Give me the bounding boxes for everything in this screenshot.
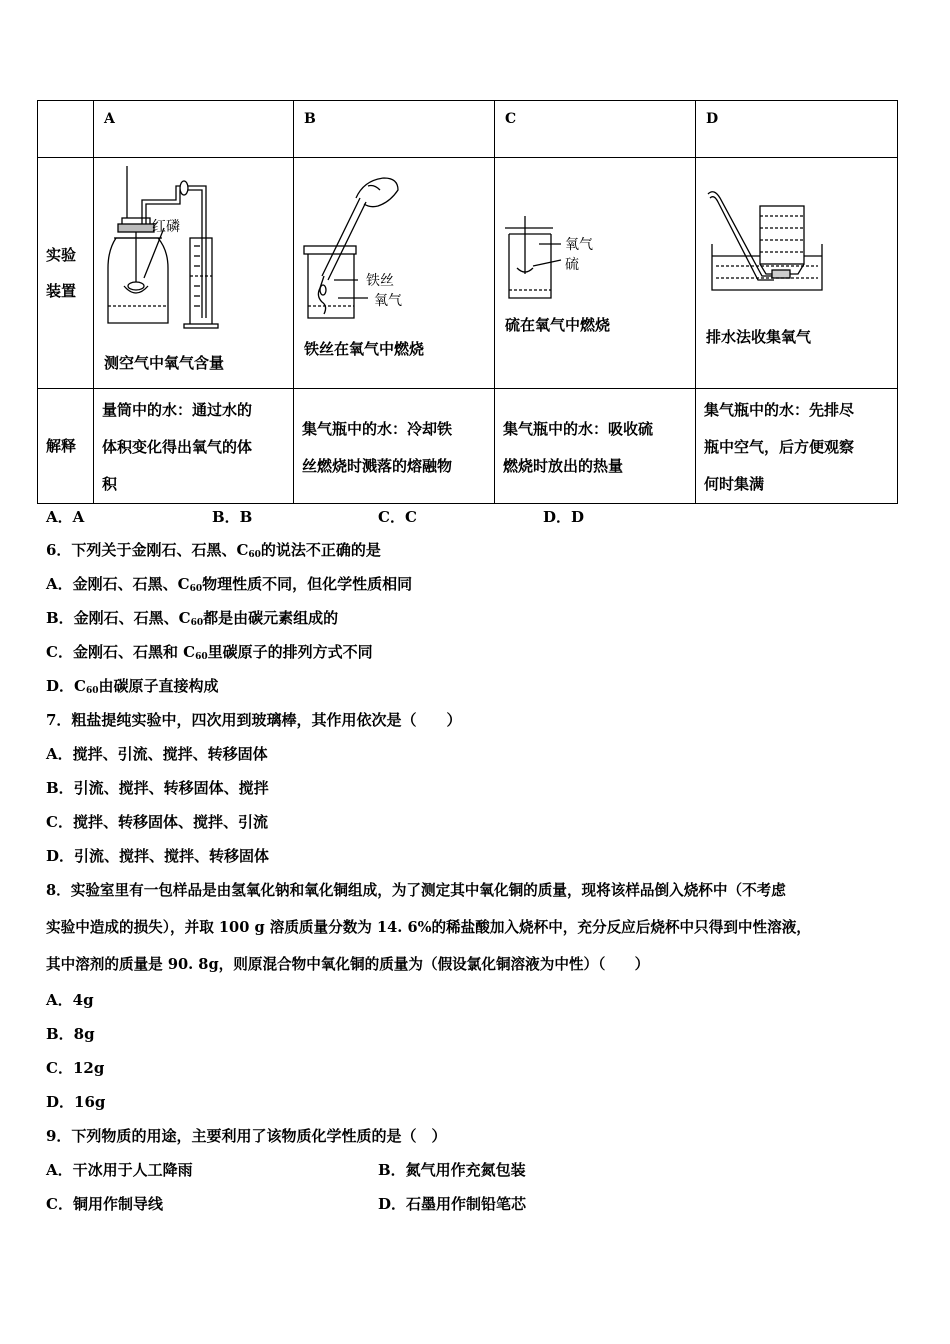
q6-stem-sub: 60: [248, 550, 261, 560]
q7-option-d: D．引流、搅拌、搅拌、转移固体: [46, 847, 270, 865]
header-a: A: [94, 101, 294, 158]
explanation-d-line1: 集气瓶中的水：先排尽: [704, 401, 855, 419]
q5-option-b: B．B: [212, 508, 253, 526]
q8-option-d: D．16g: [46, 1093, 106, 1111]
explanation-row: [38, 389, 898, 504]
explanation-a-line2: 体积变化得出氧气的体: [102, 438, 253, 456]
apparatus-row: [38, 158, 898, 389]
caption-b: 铁丝在氧气中燃烧: [304, 340, 425, 358]
apparatus-d-figure: [696, 158, 898, 389]
row-label-explanation: 解释: [38, 389, 94, 504]
explanation-a-line1: 量筒中的水：通过水的: [102, 401, 253, 419]
explanation-d-line3: 何时集满: [704, 475, 765, 493]
header-empty-cell: [38, 101, 94, 158]
q6-d-pre: D．C: [46, 677, 86, 695]
q6-option-b: [46, 607, 338, 628]
q5-option-d: D．D: [543, 508, 585, 526]
q7-stem: 7．粗盐提纯实验中，四次用到玻璃棒，其作用依次是（ ）: [46, 711, 462, 729]
q6-stem: [46, 539, 381, 560]
q6-a-post: 物理性质不同，但化学性质相同: [202, 575, 413, 593]
apparatus-d-cell: [696, 158, 898, 389]
explanation-b-line2: 丝燃烧时溅落的熔融物: [302, 456, 453, 475]
q6-stem-post: 的说法不正确的是: [260, 541, 381, 559]
table-header-row: [38, 101, 898, 158]
explanation-d: [696, 389, 898, 504]
q9-stem: 9．下列物质的用途，主要利用了该物质化学性质的是（ ）: [46, 1127, 447, 1145]
explanation-c-line2: 燃烧时放出的热量: [503, 456, 624, 475]
caption-a: 测空气中氧气含量: [104, 354, 225, 372]
apparatus-c-cell: [495, 158, 696, 389]
q6-c-pre: C．金刚石、石黑和 C: [46, 643, 196, 661]
q7-option-b: B．引流、搅拌、转移固体、搅拌: [46, 779, 269, 797]
explanation-b-line1: 集气瓶中的水：冷却铁: [302, 419, 453, 438]
q7-option-a: A．搅拌、引流、搅拌、转移固体: [46, 745, 268, 763]
q6-b-sub: 60: [190, 618, 204, 628]
q6-d-post: 由碳原子直接构成: [98, 677, 219, 695]
label-oxygen-c: 氧气: [565, 237, 593, 253]
row-label-apparatus-line2: 装置: [46, 282, 77, 300]
q5-option-c: C．C: [378, 508, 417, 526]
caption-c: 硫在氧气中燃烧: [505, 316, 611, 334]
caption-d: 排水法收集氧气: [706, 328, 812, 346]
label-red-phosphorus: 红磷: [152, 219, 180, 235]
row-label-apparatus: [38, 158, 94, 389]
label-oxygen-b: 氧气: [374, 293, 402, 309]
experiment-table: [37, 100, 898, 504]
q6-d-sub: 60: [85, 686, 99, 696]
q6-stem-pre: 6．下列关于金刚石、石黑、C: [46, 541, 249, 559]
explanation-a-line3: 积: [102, 475, 118, 493]
q8-stem-line3: 其中溶剂的质量是 90. 8g，则原混合物中氧化铜的质量为（假设氯化铜溶液为中性）（ ）: [46, 956, 650, 973]
q7-option-c: C．搅拌、转移固体、搅拌、引流: [46, 813, 268, 831]
explanation-c: [495, 389, 696, 504]
explanation-b: [294, 389, 495, 504]
q6-c-post: 里碳原子的排列方式不同: [207, 643, 373, 661]
explanation-d-line2: 瓶中空气，后方便观察: [704, 438, 855, 456]
apparatus-c-figure: [495, 158, 696, 389]
apparatus-a-cell: [94, 158, 294, 389]
q9-option-a: A．干冰用于人工降雨: [46, 1161, 193, 1179]
q8-option-a: A．4g: [46, 991, 94, 1009]
q8-stem-line1: 8．实验室里有一包样品是由氢氧化钠和氧化铜组成，为了测定其中氧化铜的质量，现将该样品倒入烧杯中（不考虑: [46, 882, 786, 899]
q8-option-b: B．8g: [46, 1025, 95, 1043]
label-iron-wire: 铁丝: [366, 273, 394, 289]
q5-option-a: A．A: [46, 508, 85, 526]
q9-option-c: C．铜用作制导线: [46, 1195, 163, 1213]
q6-a-pre: A．金刚石、石黑、C: [46, 575, 190, 593]
q6-b-pre: B．金刚石、石黑、C: [46, 609, 191, 627]
q6-option-d: [46, 675, 219, 696]
header-c: C: [495, 101, 696, 158]
q6-option-c: [46, 641, 373, 662]
row-label-apparatus-line1: 实验: [46, 246, 77, 264]
q8-stem-line2: 实验中造成的损失），并取 100 g 溶质质量分数为 14. 6%的稀盐酸加入烧杯中，充分反应后烧杯中只得到中性溶液，: [46, 919, 811, 936]
apparatus-b-cell: [294, 158, 495, 389]
q6-a-sub: 60: [189, 584, 203, 594]
q6-c-sub: 60: [195, 652, 208, 662]
explanation-a: [94, 389, 294, 504]
explanation-c-line1: 集气瓶中的水：吸收硫: [503, 419, 654, 438]
header-b: B: [294, 101, 495, 158]
q6-option-a: [46, 573, 412, 594]
label-sulfur: 硫: [565, 257, 579, 273]
q9-option-d: D．石墨用作制铅笔芯: [378, 1195, 527, 1213]
q6-b-post: 都是由碳元素组成的: [203, 609, 339, 627]
q9-option-b: B．氮气用作充氮包装: [378, 1161, 526, 1179]
header-d: D: [696, 101, 898, 158]
q8-option-c: C．12g: [46, 1059, 105, 1077]
